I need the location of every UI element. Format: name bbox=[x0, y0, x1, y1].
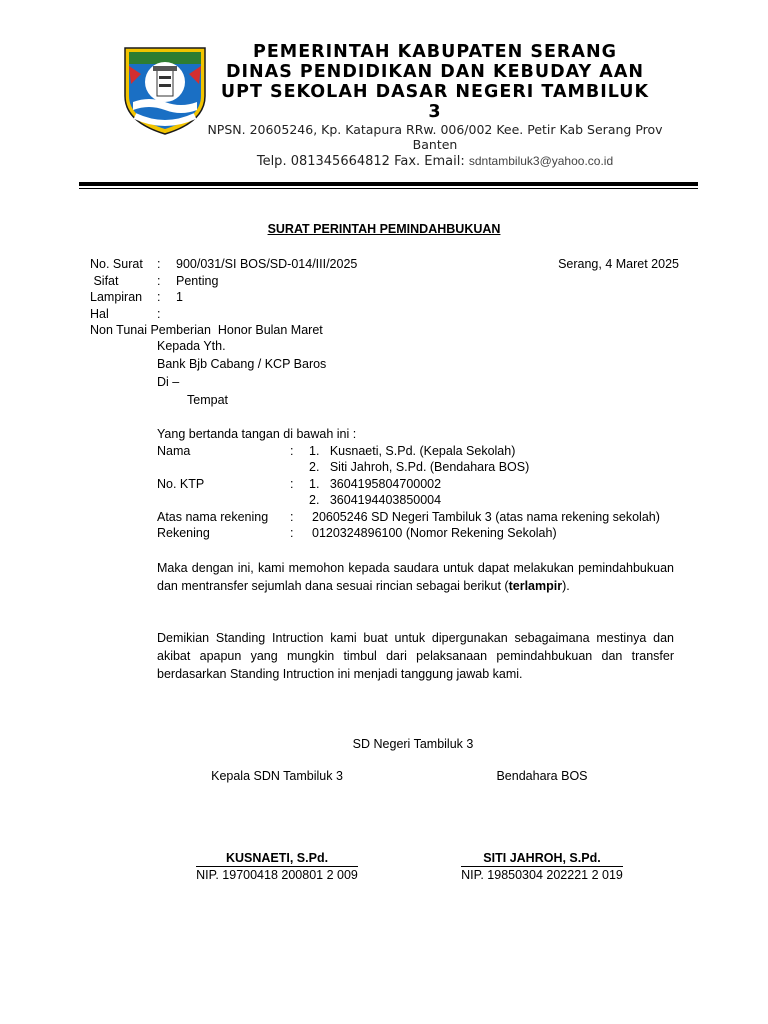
recipient-tempat: Tempat bbox=[187, 393, 228, 407]
meta-colon: : bbox=[157, 290, 161, 304]
place-date: Serang, 4 Maret 2025 bbox=[558, 257, 679, 271]
signer-value: 0120324896100 (Nomor Rekening Sekolah) bbox=[312, 526, 557, 540]
signer-row-rekening bbox=[157, 525, 687, 542]
signer-row-ktp bbox=[157, 476, 687, 493]
paragraph-request-end: ). bbox=[562, 579, 570, 593]
kop-line-3b: 3 bbox=[428, 102, 442, 122]
paragraph-request bbox=[157, 559, 674, 595]
kop-contact bbox=[205, 153, 665, 170]
paragraph-closing: Demikian Standing Intruction kami buat untuk dipergunakan sebagaimana mestinya dan akibat apapun yang mungkin timbul dari pelaksanaan pemindahbukuan dan transfer berdasarkan Standing Intruction ini menjadi tanggung jawab kami. bbox=[157, 631, 674, 681]
paragraph-request-text: Maka dengan ini, kami memohon kepada saudara untuk dapat melakukan pemindahbukuan dan mentransfer sejumlah dana sesuai rincian sebagai berikut ( bbox=[157, 561, 674, 593]
left-role: Kepala SDN Tambiluk 3 bbox=[211, 769, 343, 783]
letterhead-rule-thick bbox=[79, 182, 698, 186]
meta-row-lampiran bbox=[90, 289, 390, 306]
signer-colon: : bbox=[290, 443, 294, 458]
recipient-block bbox=[157, 338, 457, 409]
paragraph-request-bold: terlampir bbox=[508, 579, 563, 593]
signer-colon: : bbox=[290, 476, 294, 491]
letter-title: SURAT PERINTAH PEMINDAHBUKUAN bbox=[267, 222, 501, 236]
meta-colon: : bbox=[157, 306, 161, 321]
left-signer-name: KUSNAETI, S.Pd. bbox=[225, 851, 329, 865]
school-logo bbox=[119, 44, 211, 136]
signer-value: 1. 3604195804700002 bbox=[309, 476, 442, 491]
signer-colon: : bbox=[290, 526, 294, 540]
kop-address-1: NPSN. 20605246, Kp. Katapura RRw. 006/002 Kee. Petir Kab Serang Prov bbox=[207, 122, 663, 137]
meta-colon: : bbox=[157, 273, 161, 288]
signer-row-nama bbox=[157, 443, 687, 460]
kop-line-1: PEMERINTAH KABUPATEN SERANG bbox=[253, 42, 617, 62]
meta-value: 900/031/SI BOS/SD-014/III/2025 bbox=[176, 257, 358, 271]
signer-value: 20605246 SD Negeri Tambiluk 3 (atas nama rekening sekolah) bbox=[312, 509, 660, 524]
signer-nama-2: 2. Siti Jahroh, S.Pd. (Bendahara BOS) bbox=[309, 460, 530, 474]
meta-label: Sifat bbox=[90, 273, 119, 288]
recipient-di: Di – bbox=[157, 375, 180, 389]
meta-block bbox=[90, 256, 390, 337]
meta-value: Non Tunai Pemberian Honor Bulan Maret bbox=[90, 323, 323, 337]
meta-label: Lampiran bbox=[90, 290, 143, 304]
kop-email: sdntambiluk3@yahoo.co.id bbox=[468, 154, 614, 168]
recipient-bank: Bank Bjb Cabang / KCP Baros bbox=[157, 357, 327, 371]
meta-label: Hal bbox=[90, 306, 109, 321]
signer-ktp-2: 2. 3604194403850004 bbox=[309, 493, 442, 507]
meta-value: 1 bbox=[176, 290, 183, 304]
right-signer-name: SITI JAHROH, S.Pd. bbox=[483, 851, 601, 865]
meta-row-hal bbox=[90, 306, 390, 337]
signer-row-atas-nama bbox=[157, 509, 687, 526]
signer-value: 1. Kusnaeti, S.Pd. (Kepala Sekolah) bbox=[309, 443, 516, 458]
letterhead-rule-thin bbox=[79, 188, 698, 189]
right-signer-nip: NIP. 19850304 202221 2 019 bbox=[461, 868, 623, 882]
signer-intro: Yang bertanda tangan di bawah ini : bbox=[157, 427, 357, 441]
meta-value: Penting bbox=[176, 273, 219, 288]
signer-label: Nama bbox=[157, 443, 191, 458]
right-role: Bendahara BOS bbox=[496, 769, 588, 783]
recipient-greeting: Kepada Yth. bbox=[157, 339, 226, 353]
signer-colon: : bbox=[290, 509, 294, 524]
meta-label: No. Surat bbox=[90, 257, 143, 271]
signer-label: Rekening bbox=[157, 526, 210, 540]
signer-label: No. KTP bbox=[157, 476, 205, 491]
kop-line-2: DINAS PENDIDIKAN DAN KEBUDAY AAN bbox=[225, 62, 645, 82]
kop-contact-text: Telp. 081345664812 Fax. Email: bbox=[256, 154, 469, 169]
kop-line-3: UPT SEKOLAH DASAR NEGERI TAMBILUK bbox=[220, 82, 650, 102]
left-signer-nip: NIP. 19700418 200801 2 009 bbox=[196, 868, 358, 882]
signer-block bbox=[157, 426, 687, 542]
meta-row-no-surat bbox=[90, 256, 390, 273]
meta-row-sifat bbox=[90, 273, 390, 290]
meta-colon: : bbox=[157, 257, 161, 271]
kop-address-2: Banten bbox=[412, 137, 458, 152]
signer-label: Atas nama rekening bbox=[157, 509, 269, 524]
closing-school: SD Negeri Tambiluk 3 bbox=[352, 737, 474, 751]
